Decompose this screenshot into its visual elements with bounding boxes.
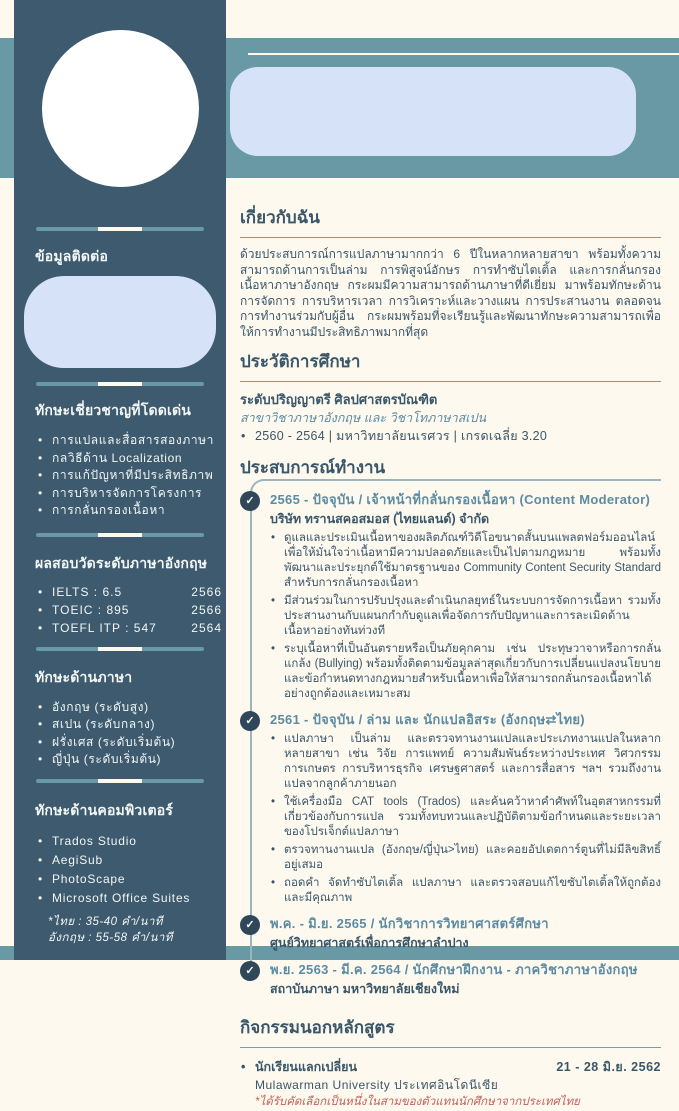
languages-heading: ทักษะด้านภาษา: [35, 668, 133, 685]
experience-bullet: • มีส่วนร่วมในการปรับปรุงและดำเนินกลยุทธ์ในระบบการจัดการเนื้อหา รวมทั้งประสานงานกับแผนกกำกับดูแลเพื่อจัดการกับปัญหาและการละเมิดด้านเนื้อหาอย่างทันท่วงที: [270, 594, 661, 639]
about-heading: เกี่ยวกับฉัน: [240, 208, 320, 227]
experience-title: พ.ย. 2563 - มี.ค. 2564 / นักศึกษาฝึกงาน - ภาควิชาภาษาอังกฤษ: [270, 961, 638, 977]
activities-section: [240, 1017, 661, 1111]
main-content: [240, 207, 661, 1111]
education-degree: ระดับปริญญาตรี ศิลปศาสตรบัณฑิต: [240, 391, 438, 407]
computer-skill-item: • Trados Studio: [37, 832, 222, 851]
english-tests-list: [14, 583, 226, 637]
experience-bullets: [270, 732, 661, 906]
test-score-label: • TOEIC : 895: [52, 602, 130, 617]
experience-bullet: • ดูแลและประเมินเนื้อหาของผลิตภัณฑ์วิดีโอขนาดสั้นบนแพลตฟอร์มออนไลน์เพื่อให้มั่นใจว่าเนื้อหามีความปลอดภัยและเป็นไปตามกฎหมาย พร้อมทั้งพัฒนาและประยุกต์ใช้มาตรฐานของ Community Content Security Standard สำหรับการกลั่นกรองเนื้อหา: [270, 531, 661, 591]
experience-bullets: [270, 531, 661, 702]
computer-skills-heading: ทักษะด้านคอมพิวเตอร์: [35, 801, 174, 818]
experience-bullet: • ตรวจทานงานแปล (อังกฤษ/ญี่ปุ่น>ไทย) และคอยอัปเดตการ์ตูนที่ไม่มีลิขสิทธิ์อยู่เสมอ: [270, 843, 661, 873]
experience-entry: [270, 961, 661, 998]
check-icon: [240, 961, 260, 981]
education-detail: • 2560 - 2564 | มหาวิทยาลัยนเรศวร | เกรดเฉลี่ย 3.20: [240, 427, 661, 445]
computer-skill-item: • PhotoScape: [37, 870, 222, 889]
skills-list: [14, 432, 226, 520]
activity-note: *ได้รับคัดเลือกเป็นหนึ่งในสามของตัวแทนนักศึกษาจากประเทศไทย: [255, 1095, 580, 1108]
contact-heading: ข้อมูลติดต่อ: [35, 248, 109, 264]
experience-bullet: • ใช้เครื่องมือ CAT tools (Trados) และค้นคว้าหาคำศัพท์ในอุตสาหกรรมที่เกี่ยวข้องกับการแปล รวมทั้งทบทวนและปฏิบัติตามข้อกำหนดและระยะเวลาของโปรเจ็กต์แปลภาษา: [270, 795, 661, 840]
education-major: สาขาวิชาภาษาอังกฤษ และ วิชาโทภาษาสเปน: [240, 410, 486, 425]
test-score-year: 2566: [191, 602, 222, 617]
activities-list: [240, 1057, 661, 1111]
sidebar-divider: [36, 647, 204, 651]
sidebar-divider: [36, 227, 204, 231]
activity-item: [240, 1057, 661, 1111]
education-section: [240, 351, 661, 445]
check-icon: [240, 711, 260, 731]
experience-bullet: • ถอดคำ จัดทำซับไตเติ้ล แปลภาษา และตรวจสอบแก้ไขซับไตเติ้ลให้ถูกต้องและมีคุณภาพ: [270, 876, 661, 906]
section-rule: [240, 381, 661, 382]
timeline-vertical-line: [250, 503, 252, 963]
activity-organization: Mulawarman University ประเทศอินโดนีเซีย: [255, 1077, 499, 1092]
about-section: [240, 207, 661, 341]
experience-entry: [270, 491, 661, 702]
experience-heading: ประสบการณ์ทำงาน: [240, 457, 386, 477]
activity-date: 21 - 28 มิ.ย. 2562: [556, 1059, 661, 1074]
skills-heading: ทักษะเชี่ยวชาญที่โดดเด่น: [35, 402, 192, 418]
typing-speed-note: [14, 914, 226, 946]
experience-title: 2561 - ปัจจุบัน / ล่าม และ นักแปลอิสระ (อังกฤษ⇄ไทย): [270, 711, 585, 727]
activity-title: • นักเรียนแลกเปลี่ยน: [240, 1059, 357, 1076]
education-heading: ประวัติการศึกษา: [240, 351, 361, 371]
experience-title: พ.ค. - มิ.ย. 2565 / นักวิชาการวิทยาศาสตร์ศึกษา: [270, 915, 549, 931]
test-score-label: • IELTS : 6.5: [52, 584, 123, 599]
profile-photo-placeholder: [42, 30, 199, 187]
test-score-item: [37, 601, 222, 619]
sidebar: [14, 0, 226, 960]
experience-entry: [270, 915, 661, 952]
section-rule: [240, 237, 661, 238]
sidebar-divider: [36, 779, 204, 783]
experience-title: 2565 - ปัจจุบัน / เจ้าหน้าที่กลั่นกรองเนื้อหา (Content Moderator): [270, 491, 651, 507]
experience-organization: บริษัท ทรานสคอสมอส (ไทยแลนด์) จำกัด: [270, 511, 490, 526]
computer-skill-item: • Microsoft Office Suites: [37, 889, 222, 908]
experience-bullet: • แปลภาษา เป็นล่าม และตรวจทานงานแปลและประเภทงานแปลในหลากหลายสาขา เช่น วิจัย การแพทย์ ความสัมพันธ์ระหว่างประเทศ วิศวกรรม การเกษตร การบริหารธุรกิจ เศรษฐศาสตร์ และการสื่อสาร ฯลฯ รวมถึงงานแปลจากลูกค้าภายนอก: [270, 732, 661, 792]
language-item: • สเปน (ระดับกลาง): [37, 716, 222, 734]
experience-entry: [270, 711, 661, 906]
typing-speed-line: อังกฤษ : 55-58 คำ/นาที: [48, 931, 173, 944]
skill-item: • การแปลและสื่อสารสองภาษา: [37, 432, 222, 450]
section-rule: [240, 1047, 661, 1048]
skill-item: • การแก้ปัญหาที่มีประสิทธิภาพ: [37, 467, 222, 485]
experience-section: [240, 457, 661, 1009]
contact-info-box: [24, 276, 216, 368]
languages-list: [14, 699, 226, 769]
language-item: • ฝรั่งเศส (ระดับเริ่มต้น): [37, 734, 222, 752]
computer-skill-item: • AegiSub: [37, 851, 222, 870]
english-tests-heading: ผลสอบวัดระดับภาษาอังกฤษ: [35, 554, 208, 571]
check-icon: [240, 915, 260, 935]
skill-item: • กลวิธีด้าน Localization: [37, 450, 222, 468]
about-body: ด้วยประสบการณ์การแปลภาษามากกว่า 6 ปีในหลากหลายสาขา พร้อมทั้งความสามารถด้านการเป็นล่าม การพิสูจน์อักษร การทำซับไตเติ้ล และการกลั่นกรองเนื้อหาภาษาอังกฤษ กระผมมีความสามารถด้านภาษาที่ดีเยี่ยม มาพร้อมทักษะด้านการจัดการ การบริหารเวลา การวิเคราะห์และวางแผน การประสานงาน ตลอดจนการทำงานร่วมกับผู้อื่น กระผมพร้อมที่จะเรียนรู้และพัฒนาทักษะความสามารถเพื่อให้การทำงานมีประสิทธิภาพมากที่สุด: [240, 247, 661, 339]
sidebar-divider: [36, 533, 204, 537]
sidebar-divider: [36, 382, 204, 386]
language-item: • ญี่ปุ่น (ระดับเริ่มต้น): [37, 751, 222, 769]
test-score-item: [37, 583, 222, 601]
skill-item: • การบริหารจัดการโครงการ: [37, 485, 222, 503]
header-divider-line: [248, 53, 679, 55]
test-score-label: • TOEFL ITP : 547: [52, 620, 157, 635]
check-icon: [240, 491, 260, 511]
experience-bullet: • ระบุเนื้อหาที่เป็นอันตรายหรือเป็นภัยคุกคาม เช่น ประทุษวาจาหรือการกลั่นแกล้ง (Bullying) พร้อมทั้งติดตามข้อมูลล่าสุดเกี่ยวกับการเปลี่ยนแปลงนโยบายและข้อกำหนดทางกฎหมายสำหรับเนื้อหาเพื่อให้สามารถกลั่นกรองเนื้อหาได้อย่างถูกต้องและเหมาะสม: [270, 642, 661, 702]
name-placeholder-box: [230, 67, 636, 156]
activities-heading: กิจกรรมนอกหลักสูตร: [240, 1017, 395, 1037]
experience-organization: สถาบันภาษา มหาวิทยาลัยเชียงใหม่: [270, 981, 460, 996]
test-score-year: 2564: [191, 620, 222, 635]
experience-organization: ศูนย์วิทยาศาสตร์เพื่อการศึกษาลำปาง: [270, 935, 469, 950]
skill-item: • การกลั่นกรองเนื้อหา: [37, 502, 222, 520]
typing-speed-line: *ไทย : 35-40 คำ/นาที: [48, 915, 164, 928]
experience-timeline: [250, 479, 661, 1009]
test-score-year: 2566: [191, 584, 222, 599]
test-score-item: [37, 619, 222, 637]
language-item: • อังกฤษ (ระดับสูง): [37, 699, 222, 717]
computer-skills-list: [14, 832, 226, 908]
